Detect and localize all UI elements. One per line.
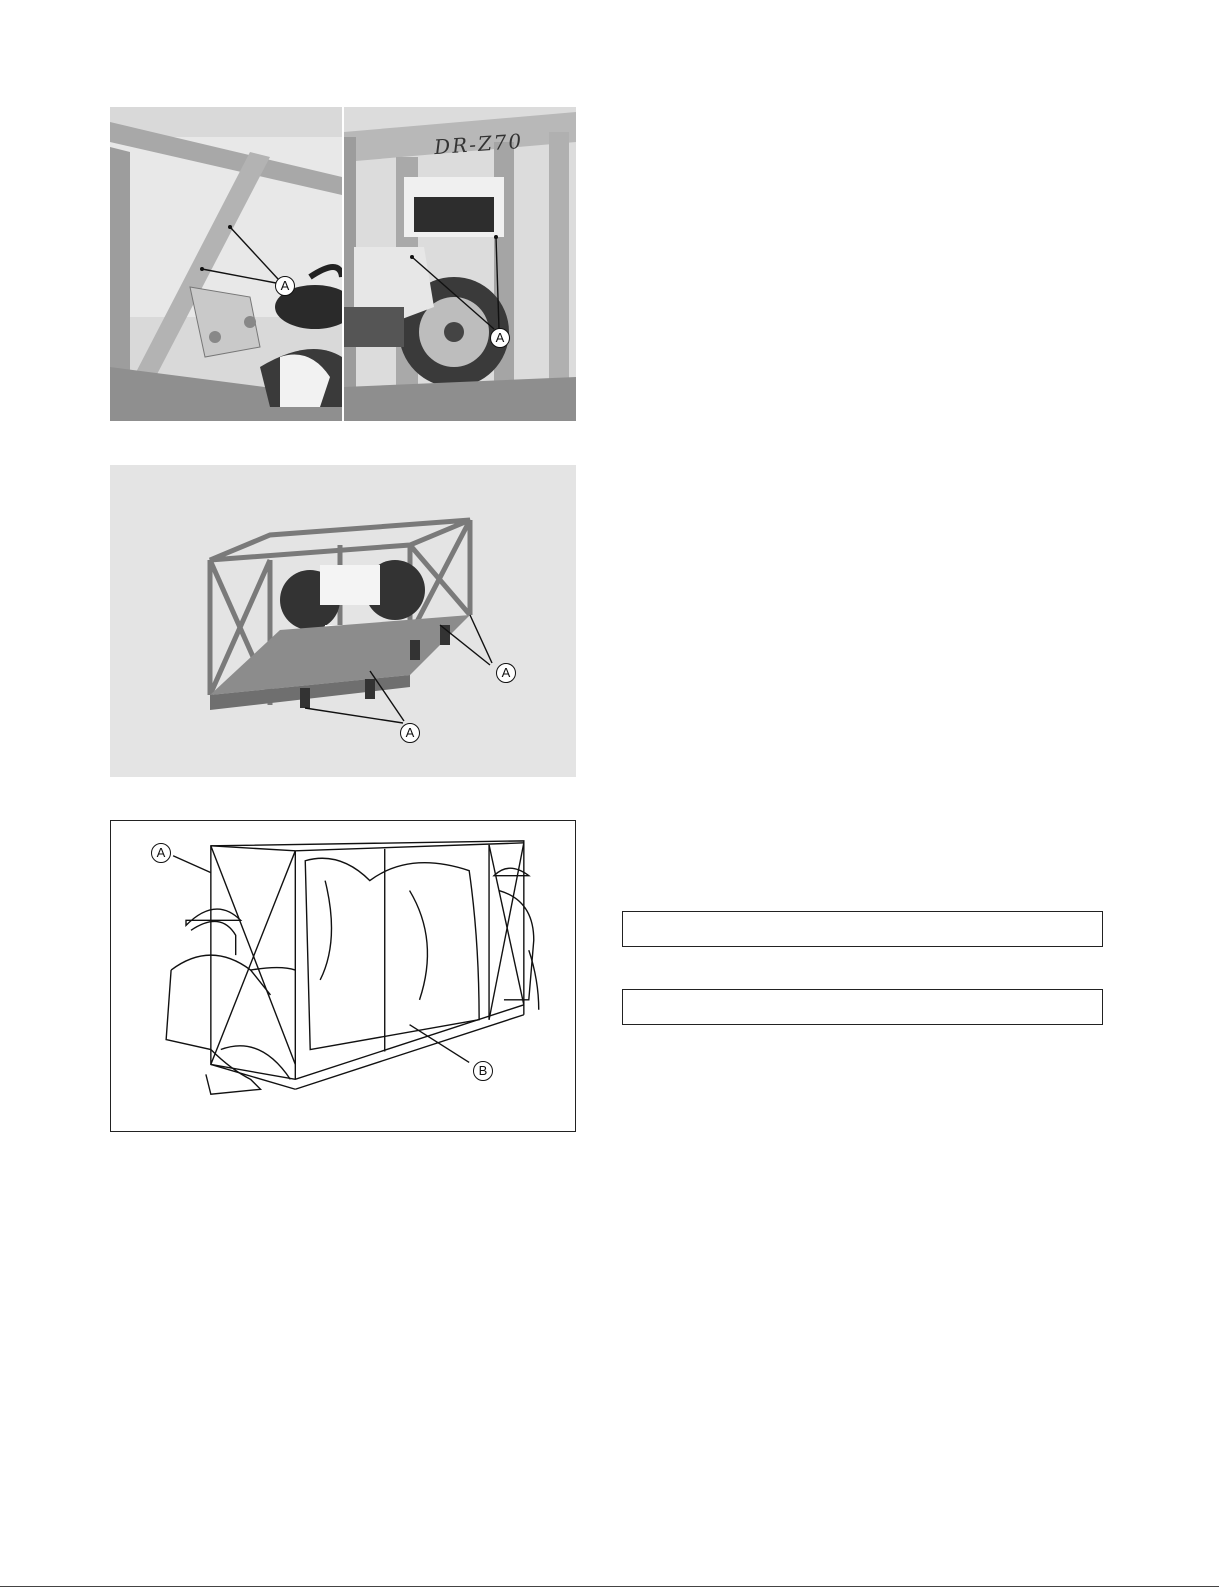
page-footer-rule xyxy=(0,1586,1219,1587)
crate-carry-drawing xyxy=(110,820,576,1132)
callout-a: A xyxy=(151,843,171,863)
callout-a-lower: A xyxy=(400,723,420,743)
handwritten-model-marking: DR-Z70 xyxy=(433,128,524,160)
crate-interior-left-illustration xyxy=(110,107,342,421)
note-box-1 xyxy=(622,911,1103,947)
note-box-2 xyxy=(622,989,1103,1025)
crate-skids-illustration xyxy=(110,465,576,777)
crate-interior-photo-left xyxy=(110,107,342,421)
callout-b: B xyxy=(473,1061,493,1081)
crate-photo xyxy=(110,465,576,777)
crate-interior-photo-right xyxy=(344,107,576,421)
callout-a: A xyxy=(490,328,510,348)
callout-a: A xyxy=(275,276,295,296)
callout-a-upper: A xyxy=(496,663,516,683)
crate-carry-illustration xyxy=(111,821,575,1131)
